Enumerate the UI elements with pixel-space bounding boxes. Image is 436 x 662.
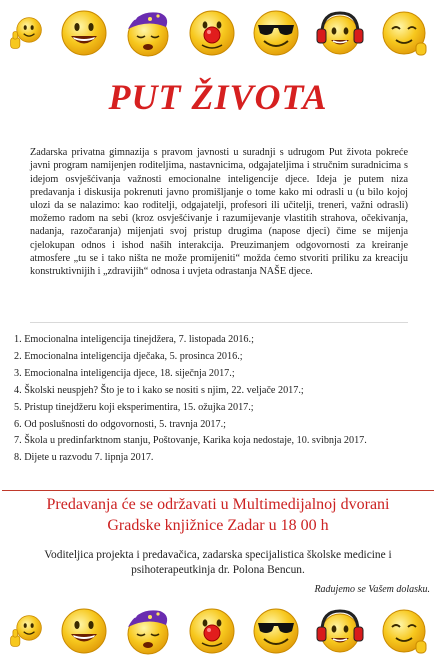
clown-smiley-icon [186, 605, 238, 657]
grinning-smiley-icon [58, 605, 110, 657]
list-item: 5. Pristup tinejdžeru koji eksperimentira, 15. ožujka 2017.; [14, 401, 254, 413]
sunglasses-smiley-icon [250, 7, 302, 59]
intro-paragraph: Zadarska privatna gimnazija s pravom javnosti u suradnji s udrugom Put života pokreće javni program namijenjen roditeljima, nastavnicima, odgajateljima i stručnim suradnicima s idejom osvješćivanja važnosti emocionalne inteligencije djece. Ideja je putem niza predavanja i diskusija pokrenuti javno promišljanje o tome kako mi odrasli u (u bilo kojoj ulozi da se nalazimo: kao roditelji, odgajatelji, profesori ili učitelji, treneri, važni odrasli) možemo radom na sebi (kroz osvješćivanje i razumijevanje vlastitih strahova, očekivanja, nadanja, razočaranja) mijenjati svoj pristup drugima (napose djeci) čime se mijenja cjelokupan odnos i ishod naših interakcija. Preuzimanjem odgovornosti za kreiranje atmosfere „tu se i tako ništa ne može promijeniti“ možda ćemo stvoriti priliku za kreaciju konstruktivnijih i „zdravijih“ odnosa i uvjeta odrastanja NAŠE djece. [30, 147, 408, 278]
clown-smiley-icon [186, 7, 238, 59]
list-item: 8. Dijete u razvodu 7. lipnja 2017. [14, 452, 154, 464]
section-divider [30, 322, 408, 323]
bottom-emoji-row [0, 600, 436, 662]
closing-note: Radujemo se Vašem dolasku. [314, 584, 430, 595]
venue-line-1: Predavanja će se održavati u Multimedijalnoj dvorani [46, 496, 390, 513]
sleepy-nightcap-smiley-icon [122, 605, 174, 657]
list-item: 6. Od poslušnosti do odgovornosti, 5. travnja 2017.; [14, 418, 226, 430]
venue-announcement [0, 494, 436, 536]
sleepy-nightcap-smiley-icon [122, 7, 174, 59]
list-item: 1. Emocionalna inteligencija tinejdžera, 7. listopada 2016.; [14, 334, 254, 345]
list-item: 3. Emocionalna inteligencija djece, 18. siječnja 2017.; [14, 367, 235, 379]
thumbs-up-smiley-icon [6, 13, 46, 53]
relieved-smiley-icon [378, 7, 430, 59]
page-title: PUT ŽIVOTA [108, 77, 328, 117]
venue-divider [2, 490, 434, 491]
relieved-smiley-icon [378, 605, 430, 657]
grinning-smiley-icon [58, 7, 110, 59]
list-item: 2. Emocionalna inteligencija dječaka, 5. prosinca 2016.; [14, 350, 243, 362]
venue-line-2: Gradske knjižnice Zadar u 18 00 h [107, 517, 329, 534]
top-emoji-row [0, 2, 436, 64]
lecture-list [14, 332, 428, 467]
thumbs-up-smiley-icon [6, 611, 46, 651]
headphones-smiley-icon [314, 7, 366, 59]
list-item: 4. Školski neuspjeh? Što je to i kako se nositi s njim, 22. veljače 2017.; [14, 384, 304, 396]
project-leader-text: Voditeljica projekta i predavačica, zadarska specijalistica školske medicine i psihoterapeutkinja dr. Polona Bencun. [44, 549, 392, 576]
list-item: 7. Škola u predinfarktnom stanju, Poštovanje, Karika koja nedostaje, 10. svibnja 2017. [14, 435, 367, 447]
sunglasses-smiley-icon [250, 605, 302, 657]
headphones-smiley-icon [314, 605, 366, 657]
